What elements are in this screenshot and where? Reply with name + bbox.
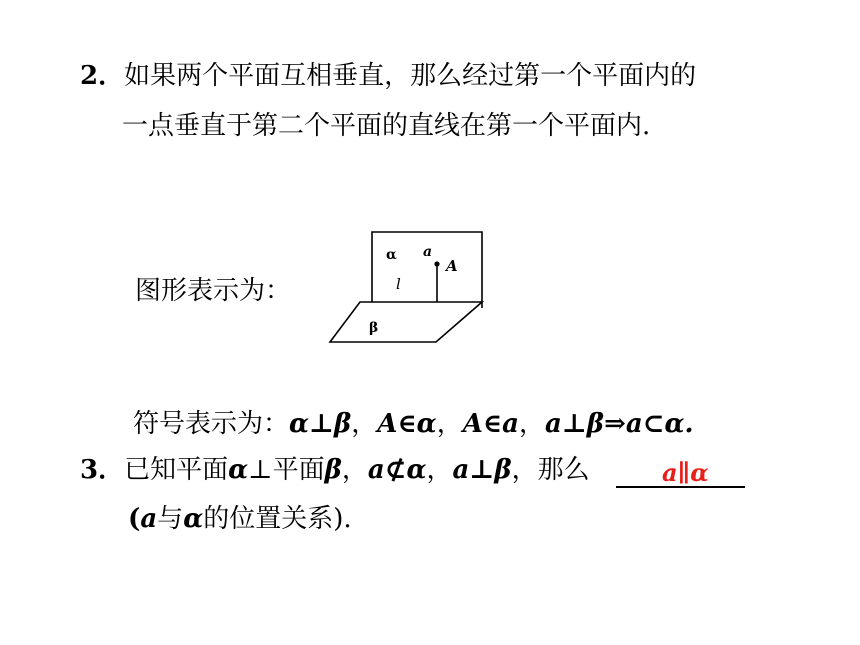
item3-a-perp-beta: a⊥β <box>452 455 512 485</box>
symbolic-s4: a⊥β⇒a⊂α. <box>545 409 694 439</box>
item3-t2: ⊥平面 <box>248 455 325 485</box>
item3-line1 <box>80 454 590 486</box>
item3-number: 3 <box>80 455 99 485</box>
item2-text-line2: 一点垂直于第二个平面的直线在第一个平面内. <box>122 111 651 141</box>
figure-caption: 图形表示为： <box>135 276 292 306</box>
item2-number-dot: ． <box>98 61 125 91</box>
item3-note-close: 的位置关系). <box>203 504 352 534</box>
item3-note-open: ( <box>128 504 141 534</box>
item3-t1: 已知平面 <box>124 455 229 485</box>
item2-number: 2 <box>80 61 99 91</box>
item2-line2 <box>122 110 650 142</box>
item2-line1 <box>80 60 696 92</box>
item3-note-alpha: α <box>183 504 204 534</box>
item3-a-not-in-alpha: a⊄α <box>367 455 427 485</box>
label-alpha: α <box>386 247 397 263</box>
symbolic-sep3: ， <box>518 409 545 439</box>
symbolic-s1: α⊥β <box>289 409 352 439</box>
item3-beta: β <box>324 455 342 485</box>
item3-note-a: a <box>140 504 158 534</box>
label-l: l <box>396 275 401 293</box>
label-A: A <box>446 257 458 275</box>
item3-line2 <box>128 503 352 535</box>
symbolic-sep1: ， <box>351 409 378 439</box>
item3-t4: ， <box>426 455 453 485</box>
item3-t3: ， <box>341 455 368 485</box>
item3-number-dot: ． <box>98 455 125 485</box>
plane-beta-outline <box>330 302 482 342</box>
symbolic-sep2: ， <box>436 409 463 439</box>
item2-text-line1: 如果两个平面互相垂直，那么经过第一个平面内的 <box>124 61 697 91</box>
point-A-dot <box>434 261 439 266</box>
symbolic-s2: A∈α <box>377 409 437 439</box>
answer-text: a∥α <box>662 458 709 487</box>
symbolic-prefix: 符号表示为： <box>133 409 290 439</box>
item3-note-mid: 与 <box>157 504 184 534</box>
label-beta: β <box>369 320 379 336</box>
perpendicular-planes-figure <box>320 226 520 356</box>
item3-t5: ，那么 <box>511 455 590 485</box>
symbolic-line <box>133 408 694 440</box>
symbolic-s3: A∈a <box>462 409 519 439</box>
item3-alpha: α <box>228 455 249 485</box>
label-a: a <box>423 244 433 260</box>
